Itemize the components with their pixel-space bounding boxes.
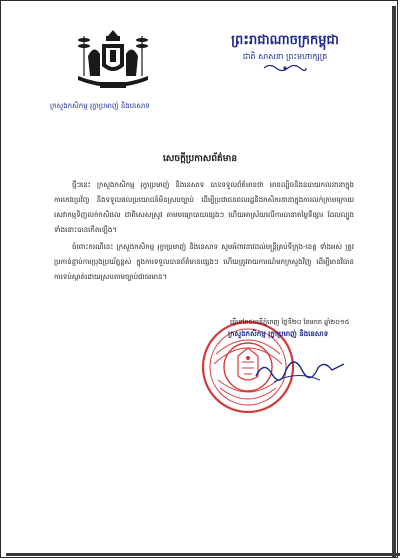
handwritten-signature	[250, 340, 350, 400]
body-paragraph-2: ចំពោះករណីនេះ ក្រសួងកសិកម្ម រុក្ខាប្រមាញ់ និងនេសាទ សូមអំពាវនាវដល់មន្ត្រីគ្រប់ទីក្រុង-ខេត្ត ទាំងអស់ ត្រូវប្រកាន់ខ្ជាប់ការប្រុងប្រយ័ត្នខ្ពស់ ក្នុងការទទួលបានព័ត៌មានផ្សេងៗ ហើយត្រូវរាយការណ៍មកក្រសួងវិញ ដើម្បីមានវិធានការទប់ស្កាត់ដោយស្របតាមច្បាប់ជាធរមាន។	[54, 243, 354, 281]
page-shadow-bottom	[6, 553, 400, 556]
ornament-divider	[262, 63, 308, 73]
royal-emblem-logo	[70, 30, 156, 92]
page-shadow-right	[392, 6, 396, 558]
signing-ministry: ក្រសួងកសិកម្ម រុក្ខាប្រមាញ់ និងនេសាទ	[228, 330, 329, 338]
ministry-name: ក្រសួងកសិកម្ម រុក្ខាប្រមាញ់ និងនេសាទ	[50, 102, 150, 110]
issue-date: ធ្វើនៅរាជធានីភ្នំពេញ ថ្ងៃទី២០ ខែមករា ឆ្នាំ២០១៥	[230, 318, 350, 326]
kingdom-heading: ព្រះរាជាណាចក្រកម្ពុជា	[231, 33, 339, 48]
national-motto: ជាតិ សាសនា ព្រះមហាក្សត្រ	[242, 52, 328, 61]
body-paragraph-1: ថ្មីៗនេះ ក្រសួងកសិកម្ម រុក្ខាប្រមាញ់ និងនេសាទ បានទទួលព័ត៌មានថា មានល្បិចនិងឧបាយកលនានាក្នុងការកេងប្រវ័ញ្ច និងទទួលផលប្រយោជន៍មិនស្របច្បាប់ ដើម្បីប្រជាជនពលរដ្ឋនិងកសិករនានាក្នុងការលក់ក្រាមក្រោយសេវាកម្មទិញលក់កសិផល ជាពិសេសស្រូវ តាមមធ្យោបាយផ្សេងៗ ហើយអាស្រ័យលើការធានាតម្លៃទីផ្សារ ដែលល្បួងទាំងនោះបានកើតឡើង។	[54, 181, 354, 234]
document-title: សេចក្តីប្រកាសព័ត៌មាន	[162, 154, 238, 164]
